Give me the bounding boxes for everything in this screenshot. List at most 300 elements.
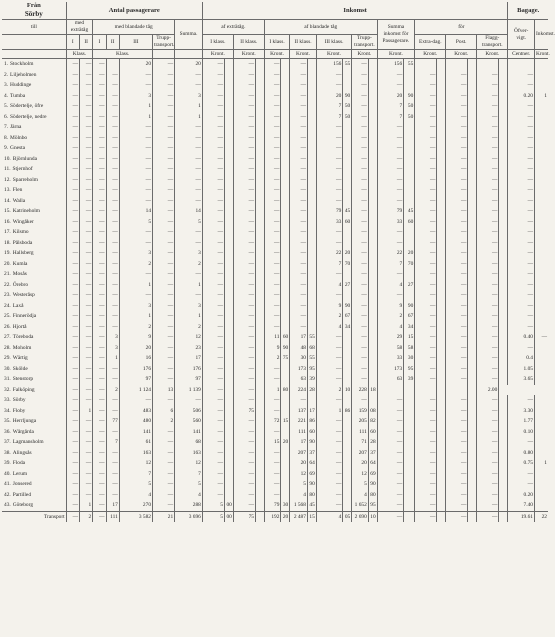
cell: — bbox=[153, 59, 175, 70]
cell: 82 bbox=[368, 416, 377, 427]
cell bbox=[437, 479, 446, 490]
table-row bbox=[2, 206, 548, 217]
cell: — bbox=[119, 154, 152, 165]
cell bbox=[534, 364, 548, 375]
station-name bbox=[2, 458, 66, 469]
cell bbox=[281, 238, 290, 249]
cell: — bbox=[477, 91, 499, 102]
station-label: Mölnbo bbox=[10, 134, 28, 141]
cell: 1 139 bbox=[175, 385, 203, 396]
row-number: 25. bbox=[4, 313, 11, 319]
cell: — bbox=[153, 154, 175, 165]
cell: — bbox=[93, 112, 106, 123]
mixed-train-header: med blandade tåg bbox=[93, 20, 175, 35]
income-header: Inkomst bbox=[202, 2, 508, 20]
cell bbox=[499, 511, 508, 522]
cell: 4 bbox=[377, 280, 404, 291]
cell: 228 bbox=[352, 385, 369, 396]
cell: — bbox=[477, 70, 499, 81]
cell bbox=[225, 469, 234, 480]
cell: — bbox=[153, 248, 175, 259]
cell: — bbox=[446, 448, 468, 459]
cell: — bbox=[264, 490, 281, 501]
cell: — bbox=[446, 343, 468, 354]
cell: — bbox=[446, 322, 468, 333]
cell: — bbox=[316, 353, 343, 364]
cell bbox=[468, 227, 477, 238]
cell: — bbox=[352, 227, 369, 238]
cell: — bbox=[377, 416, 404, 427]
cell: — bbox=[202, 416, 224, 427]
cell: 45 bbox=[343, 206, 352, 217]
cell: — bbox=[415, 238, 437, 249]
row-number: 9. bbox=[4, 145, 9, 151]
cell: — bbox=[79, 248, 92, 259]
cell: 55 bbox=[343, 59, 352, 70]
cell bbox=[437, 364, 446, 375]
cell: — bbox=[316, 269, 343, 280]
row-number: 17. bbox=[4, 229, 11, 235]
cell: — bbox=[93, 227, 106, 238]
cell bbox=[225, 248, 234, 259]
table-row bbox=[2, 175, 548, 186]
cell: — bbox=[93, 395, 106, 406]
cell: — bbox=[106, 101, 119, 112]
cell: — bbox=[233, 500, 255, 511]
cell: — bbox=[106, 175, 119, 186]
cell bbox=[281, 196, 290, 207]
cell bbox=[368, 185, 377, 196]
station-label: Lagmansholm bbox=[12, 439, 44, 445]
cell: — bbox=[508, 395, 535, 406]
cell: — bbox=[66, 332, 79, 343]
cell bbox=[534, 206, 548, 217]
cell bbox=[225, 238, 234, 249]
kront-label: Kront. bbox=[264, 50, 289, 59]
cell: — bbox=[352, 280, 369, 291]
cell bbox=[437, 301, 446, 312]
cell bbox=[499, 248, 508, 259]
cell: — bbox=[66, 227, 79, 238]
cell: 75 bbox=[281, 353, 290, 364]
cell: 1 652 bbox=[352, 500, 369, 511]
cell bbox=[307, 154, 316, 165]
cell bbox=[499, 437, 508, 448]
cell bbox=[404, 427, 415, 438]
cell bbox=[437, 427, 446, 438]
cell: 1 bbox=[175, 311, 203, 322]
station-name bbox=[2, 416, 66, 427]
cell bbox=[368, 101, 377, 112]
cell bbox=[437, 511, 446, 522]
cell: 22 bbox=[316, 248, 343, 259]
cell bbox=[255, 353, 264, 364]
cell: — bbox=[106, 238, 119, 249]
cell: — bbox=[264, 80, 281, 91]
cell: 14 bbox=[119, 206, 152, 217]
cell: 61 bbox=[119, 437, 152, 448]
cell: — bbox=[233, 427, 255, 438]
station-name bbox=[2, 332, 66, 343]
cell: — bbox=[446, 122, 468, 133]
cell: — bbox=[233, 437, 255, 448]
cell bbox=[404, 500, 415, 511]
cell: — bbox=[290, 80, 308, 91]
cell bbox=[404, 133, 415, 144]
cell: — bbox=[153, 437, 175, 448]
cell: 33 bbox=[377, 217, 404, 228]
cell bbox=[281, 458, 290, 469]
cell: — bbox=[233, 164, 255, 175]
cell bbox=[225, 427, 234, 438]
cell: 37 bbox=[307, 448, 316, 459]
cell bbox=[343, 416, 352, 427]
cell bbox=[437, 353, 446, 364]
cell: 97 bbox=[175, 374, 203, 385]
cell bbox=[499, 385, 508, 396]
cell: — bbox=[202, 332, 224, 343]
for-header: för bbox=[415, 20, 508, 35]
cell: — bbox=[477, 353, 499, 364]
cell: — bbox=[119, 395, 152, 406]
cell: — bbox=[202, 311, 224, 322]
station-name bbox=[2, 248, 66, 259]
cell bbox=[534, 101, 548, 112]
cell: — bbox=[477, 364, 499, 375]
cell bbox=[499, 154, 508, 165]
table-row bbox=[2, 227, 548, 238]
cell bbox=[343, 185, 352, 196]
cell: — bbox=[202, 227, 224, 238]
cell bbox=[468, 185, 477, 196]
cell: 4 bbox=[175, 490, 203, 501]
cell bbox=[281, 395, 290, 406]
cell bbox=[499, 80, 508, 91]
cell: — bbox=[153, 112, 175, 123]
cell bbox=[468, 154, 477, 165]
cell: 15 bbox=[281, 416, 290, 427]
cell bbox=[343, 448, 352, 459]
special-ii-class-header: II klass. bbox=[233, 35, 264, 50]
cell: 27 bbox=[404, 280, 415, 291]
cell: — bbox=[377, 437, 404, 448]
cell bbox=[437, 143, 446, 154]
cell bbox=[499, 322, 508, 333]
row-number: 40. bbox=[4, 470, 11, 477]
cell: — bbox=[290, 101, 308, 112]
cell: — bbox=[233, 122, 255, 133]
cell: — bbox=[119, 175, 152, 186]
cell bbox=[534, 343, 548, 354]
cell: 95 bbox=[368, 500, 377, 511]
cell: — bbox=[264, 112, 281, 123]
cell: — bbox=[415, 427, 437, 438]
cell bbox=[343, 154, 352, 165]
cell: — bbox=[153, 175, 175, 186]
cell: — bbox=[106, 301, 119, 312]
cell bbox=[404, 416, 415, 427]
cell: — bbox=[377, 511, 404, 522]
cell: — bbox=[153, 364, 175, 375]
cell: — bbox=[415, 80, 437, 91]
station-label: Wärtig bbox=[12, 355, 28, 361]
cell: — bbox=[106, 458, 119, 469]
cell: — bbox=[446, 70, 468, 81]
kront-label: Kront. bbox=[446, 50, 477, 59]
troop-transport-header: Trupp-transport. bbox=[154, 35, 175, 48]
cell: 2 690 bbox=[352, 511, 369, 522]
station-name bbox=[2, 196, 66, 207]
cell: — bbox=[66, 290, 79, 301]
cell: — bbox=[290, 269, 308, 280]
cell bbox=[255, 70, 264, 81]
cell: — bbox=[415, 217, 437, 228]
station-label: Moholm bbox=[12, 344, 32, 351]
cell: 12 bbox=[175, 332, 203, 343]
cell: 86 bbox=[343, 406, 352, 417]
cell: — bbox=[264, 185, 281, 196]
overweight-header: Öfver-vigt. bbox=[508, 20, 535, 50]
cell bbox=[343, 164, 352, 175]
cell bbox=[534, 143, 548, 154]
cell: 90 bbox=[307, 479, 316, 490]
cell: 71 bbox=[352, 437, 369, 448]
cell: 9 bbox=[316, 301, 343, 312]
cell: — bbox=[66, 206, 79, 217]
cell: — bbox=[477, 290, 499, 301]
table-row bbox=[2, 59, 548, 70]
cell bbox=[225, 133, 234, 144]
station-name bbox=[2, 206, 66, 217]
station-name bbox=[2, 70, 66, 81]
cell: 58 bbox=[404, 343, 415, 354]
cell bbox=[534, 70, 548, 81]
cell: — bbox=[415, 122, 437, 133]
cell: — bbox=[508, 479, 535, 490]
station-name bbox=[2, 175, 66, 186]
cell bbox=[437, 101, 446, 112]
cell: — bbox=[93, 196, 106, 207]
cell: 33 bbox=[377, 353, 404, 364]
cell bbox=[437, 406, 446, 417]
cell: — bbox=[106, 185, 119, 196]
cell bbox=[415, 385, 437, 396]
mixed-iii-class-header: III klass. bbox=[316, 35, 351, 50]
row-number: 27. bbox=[4, 334, 11, 340]
cell: 5 bbox=[290, 479, 308, 490]
row-number: 4. bbox=[4, 92, 9, 99]
cell bbox=[255, 259, 264, 270]
cell: — bbox=[66, 301, 79, 312]
cell: 3 bbox=[106, 332, 119, 343]
station-label: Örebro bbox=[12, 281, 29, 288]
cell: 72 bbox=[264, 416, 281, 427]
cell: — bbox=[233, 311, 255, 322]
row-number: 35. bbox=[4, 418, 11, 424]
cell: — bbox=[415, 437, 437, 448]
cell: 5 bbox=[175, 479, 203, 490]
cell: 12 bbox=[290, 469, 308, 480]
station-name bbox=[2, 238, 66, 249]
cell: — bbox=[352, 80, 369, 91]
cell: 30 bbox=[290, 353, 308, 364]
cell: 5 bbox=[202, 500, 224, 511]
cell: — bbox=[477, 332, 499, 343]
cell: — bbox=[377, 154, 404, 165]
cell: 7 bbox=[106, 437, 119, 448]
row-number: 41. bbox=[4, 481, 11, 487]
table-row bbox=[2, 469, 548, 480]
table-row bbox=[2, 248, 548, 259]
station-name bbox=[2, 59, 66, 70]
table-row bbox=[2, 311, 548, 322]
cell bbox=[368, 112, 377, 123]
station-name bbox=[2, 80, 66, 91]
row-number: 10. bbox=[4, 155, 11, 162]
cell: 90 bbox=[404, 91, 415, 102]
from-special-header: af exträtåg. bbox=[202, 20, 264, 35]
cell: — bbox=[233, 259, 255, 270]
cell: — bbox=[290, 322, 308, 333]
cell: — bbox=[352, 217, 369, 228]
cell: — bbox=[66, 469, 79, 480]
cell bbox=[404, 406, 415, 417]
cell: — bbox=[233, 322, 255, 333]
cell bbox=[534, 479, 548, 490]
cell: — bbox=[93, 374, 106, 385]
cell: — bbox=[264, 311, 281, 322]
cell bbox=[404, 385, 415, 396]
cell bbox=[225, 311, 234, 322]
cell: — bbox=[66, 490, 79, 501]
cell: 60 bbox=[368, 427, 377, 438]
cell: 69 bbox=[307, 469, 316, 480]
cell: 1 bbox=[119, 280, 152, 291]
cell bbox=[534, 322, 548, 333]
cell bbox=[437, 311, 446, 322]
station-label: Tumba bbox=[10, 92, 26, 99]
cell bbox=[404, 269, 415, 280]
cell bbox=[534, 112, 548, 123]
cell bbox=[281, 479, 290, 490]
cell: — bbox=[79, 91, 92, 102]
cell: 4 bbox=[316, 280, 343, 291]
cell bbox=[343, 490, 352, 501]
cell bbox=[225, 479, 234, 490]
cell bbox=[437, 112, 446, 123]
cell: — bbox=[106, 206, 119, 217]
station-name bbox=[2, 143, 66, 154]
cell: — bbox=[415, 343, 437, 354]
cell: 70 bbox=[404, 259, 415, 270]
cell: 3 bbox=[106, 343, 119, 354]
station-label: Herrljunga bbox=[12, 418, 37, 424]
cell: — bbox=[202, 154, 224, 165]
cell: — bbox=[233, 290, 255, 301]
cell: — bbox=[202, 80, 224, 91]
station-name bbox=[2, 448, 66, 459]
cell: — bbox=[233, 206, 255, 217]
cell: — bbox=[119, 143, 152, 154]
cell: — bbox=[377, 80, 404, 91]
cell: 97 bbox=[119, 374, 152, 385]
cell: — bbox=[79, 469, 92, 480]
station-label: Flen bbox=[12, 187, 23, 193]
cell bbox=[468, 406, 477, 417]
cell: — bbox=[415, 248, 437, 259]
cell: — bbox=[290, 311, 308, 322]
cell: 17 bbox=[290, 332, 308, 343]
cell bbox=[343, 122, 352, 133]
cell bbox=[534, 59, 548, 70]
cell bbox=[499, 353, 508, 364]
cell bbox=[534, 448, 548, 459]
cell bbox=[368, 343, 377, 354]
cell: — bbox=[79, 259, 92, 270]
cell bbox=[307, 227, 316, 238]
cell bbox=[255, 101, 264, 112]
table-row bbox=[2, 479, 548, 490]
cell bbox=[281, 269, 290, 280]
cell: — bbox=[233, 101, 255, 112]
cell bbox=[437, 395, 446, 406]
station-name bbox=[2, 500, 66, 511]
cell: — bbox=[290, 395, 308, 406]
cell: — bbox=[119, 133, 152, 144]
cell: 12 bbox=[119, 458, 152, 469]
cell bbox=[281, 185, 290, 196]
cell: — bbox=[202, 122, 224, 133]
cell bbox=[404, 395, 415, 406]
cell: — bbox=[508, 269, 535, 280]
cell: 75 bbox=[233, 406, 255, 417]
cell: 60 bbox=[343, 217, 352, 228]
cell: 1 bbox=[264, 385, 281, 396]
cell: 483 bbox=[119, 406, 152, 417]
class-ii-header: II bbox=[79, 35, 92, 50]
cell bbox=[534, 427, 548, 438]
cell: 1 568 bbox=[290, 500, 308, 511]
cell: — bbox=[79, 301, 92, 312]
cell: 173 bbox=[290, 364, 308, 375]
station-name bbox=[2, 374, 66, 385]
cell: — bbox=[477, 80, 499, 91]
cell: — bbox=[233, 479, 255, 490]
cell bbox=[225, 164, 234, 175]
cell: — bbox=[153, 332, 175, 343]
cell: — bbox=[119, 238, 152, 249]
cell: — bbox=[377, 269, 404, 280]
cell: — bbox=[93, 458, 106, 469]
cell: — bbox=[93, 59, 106, 70]
cell: — bbox=[508, 290, 535, 301]
cell: — bbox=[316, 448, 343, 459]
cell bbox=[468, 395, 477, 406]
cell: — bbox=[233, 133, 255, 144]
cell: — bbox=[290, 280, 308, 291]
cell: — bbox=[377, 290, 404, 301]
cell: — bbox=[264, 364, 281, 375]
station-label: Alingsås bbox=[12, 449, 32, 456]
cell bbox=[255, 332, 264, 343]
cell bbox=[255, 511, 264, 522]
cell: 7 bbox=[316, 101, 343, 112]
cell: — bbox=[446, 196, 468, 207]
cell bbox=[225, 70, 234, 81]
cell: — bbox=[316, 343, 343, 354]
cell: 111 bbox=[290, 427, 308, 438]
cell: 20 bbox=[316, 91, 343, 102]
